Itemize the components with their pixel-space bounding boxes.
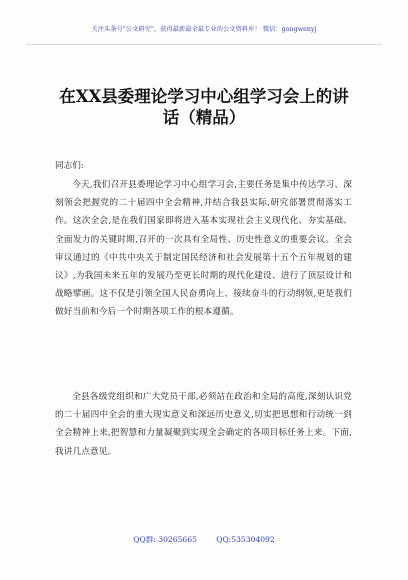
footer-contact: QQ群: 30265665 QQ:535304092 bbox=[133, 535, 275, 544]
header-divider bbox=[26, 44, 382, 45]
paragraph-1 bbox=[55, 176, 352, 322]
paragraph-text: 全县各级党组织和广大党员干部,必须站在政治和全局的高度,深刻认识党的二十届四中全会的重大现实意义和深远历史意义,切实把思想和行动统一到全会精神上来,把智慧和力量凝聚到实现全会确定的各项目标任务上来。下面,我讲几点意见。 bbox=[55, 392, 352, 457]
salutation: 同志们: bbox=[55, 161, 84, 171]
document-title: 在XX县委理论学习中心组学习会上的讲话（精品） bbox=[59, 87, 349, 127]
paragraph-text: 今天,我们召开县委理论学习中心组学习会,主要任务是集中传达学习、深刻领会把握党的二十届四中全会精神,并结合我县实际,研究部署贯彻落实工作。这次全会,是在我们国家即将进入基本实现社会主义现代化、夯实基础、全面发力的关键时期,召开的一次具有全局性、历史性意义的重要会议。全会审议通过的《中共中央关于制定国民经济和社会发展第十五个五年规划的建议》,为我国未来五年的发展乃至更长时期的现代化建设、进行了顶层设计和战略擘画。这不仅是引领全国人民奋勇向上、接续奋斗的行动纲领,更是我们做好当前和今后一个时期各项工作的根本遵循。 bbox=[55, 180, 352, 318]
paragraph-2 bbox=[55, 388, 352, 461]
header-notice: 关注头条号"公文研究"，获得最新最全最专业的公文资料库！ 微信：gongwenyj bbox=[91, 26, 317, 33]
